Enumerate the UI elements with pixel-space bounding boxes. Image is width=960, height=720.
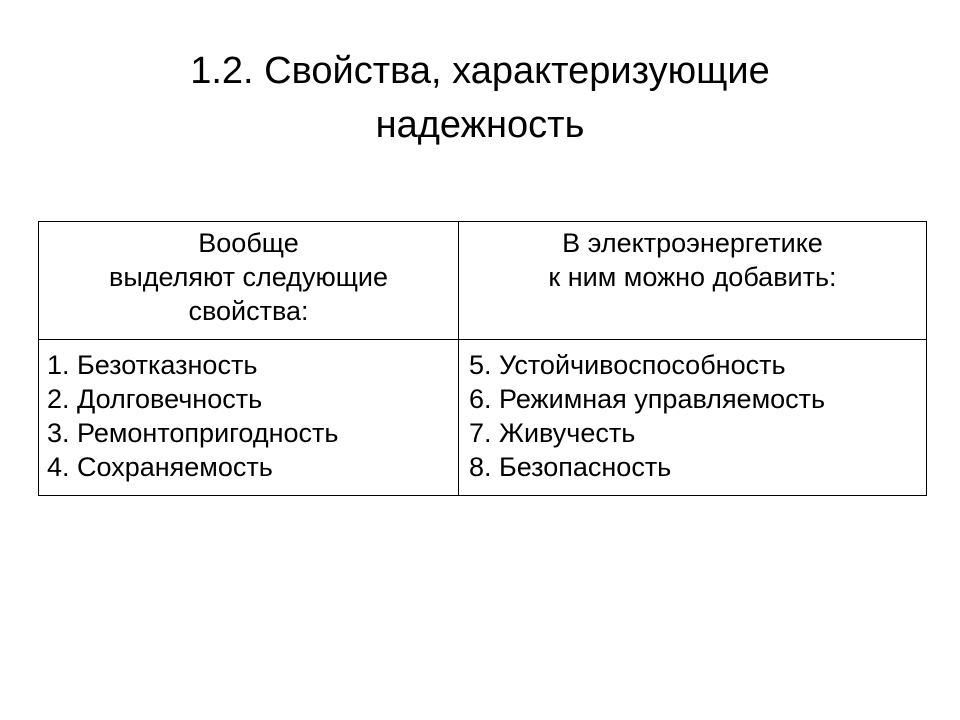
properties-table xyxy=(38,221,927,496)
slide-title xyxy=(0,44,960,152)
slide-title-line: надежность xyxy=(375,104,585,146)
list-item: 7. Живучесть xyxy=(469,418,636,448)
slide-title-line: 1.2. Свойства, характеризующие xyxy=(190,50,770,92)
list-item: 5. Устойчивоспособность xyxy=(469,350,786,380)
header-line: выделяют следующие xyxy=(108,262,389,292)
header-line: свойства: xyxy=(188,296,309,326)
header-line: В электроэнергетике xyxy=(562,228,823,258)
header-line: к ним можно добавить: xyxy=(548,262,837,292)
list-item: 6. Режимная управляемость xyxy=(469,384,826,414)
general-properties-list xyxy=(39,340,459,496)
list-item: 8. Безопасность xyxy=(469,452,672,482)
table-header-row xyxy=(39,222,927,340)
header-line: Вообще xyxy=(198,228,299,258)
list-item: 1. Безотказность xyxy=(47,350,258,380)
header-general-properties xyxy=(39,222,459,340)
header-power-engineering-properties xyxy=(459,222,927,340)
power-engineering-properties-list xyxy=(459,340,927,496)
list-item: 4. Сохраняемость xyxy=(47,452,273,482)
list-item: 2. Долговечность xyxy=(47,384,263,414)
list-item: 3. Ремонтопригодность xyxy=(47,418,339,448)
table-body-row xyxy=(39,340,927,496)
